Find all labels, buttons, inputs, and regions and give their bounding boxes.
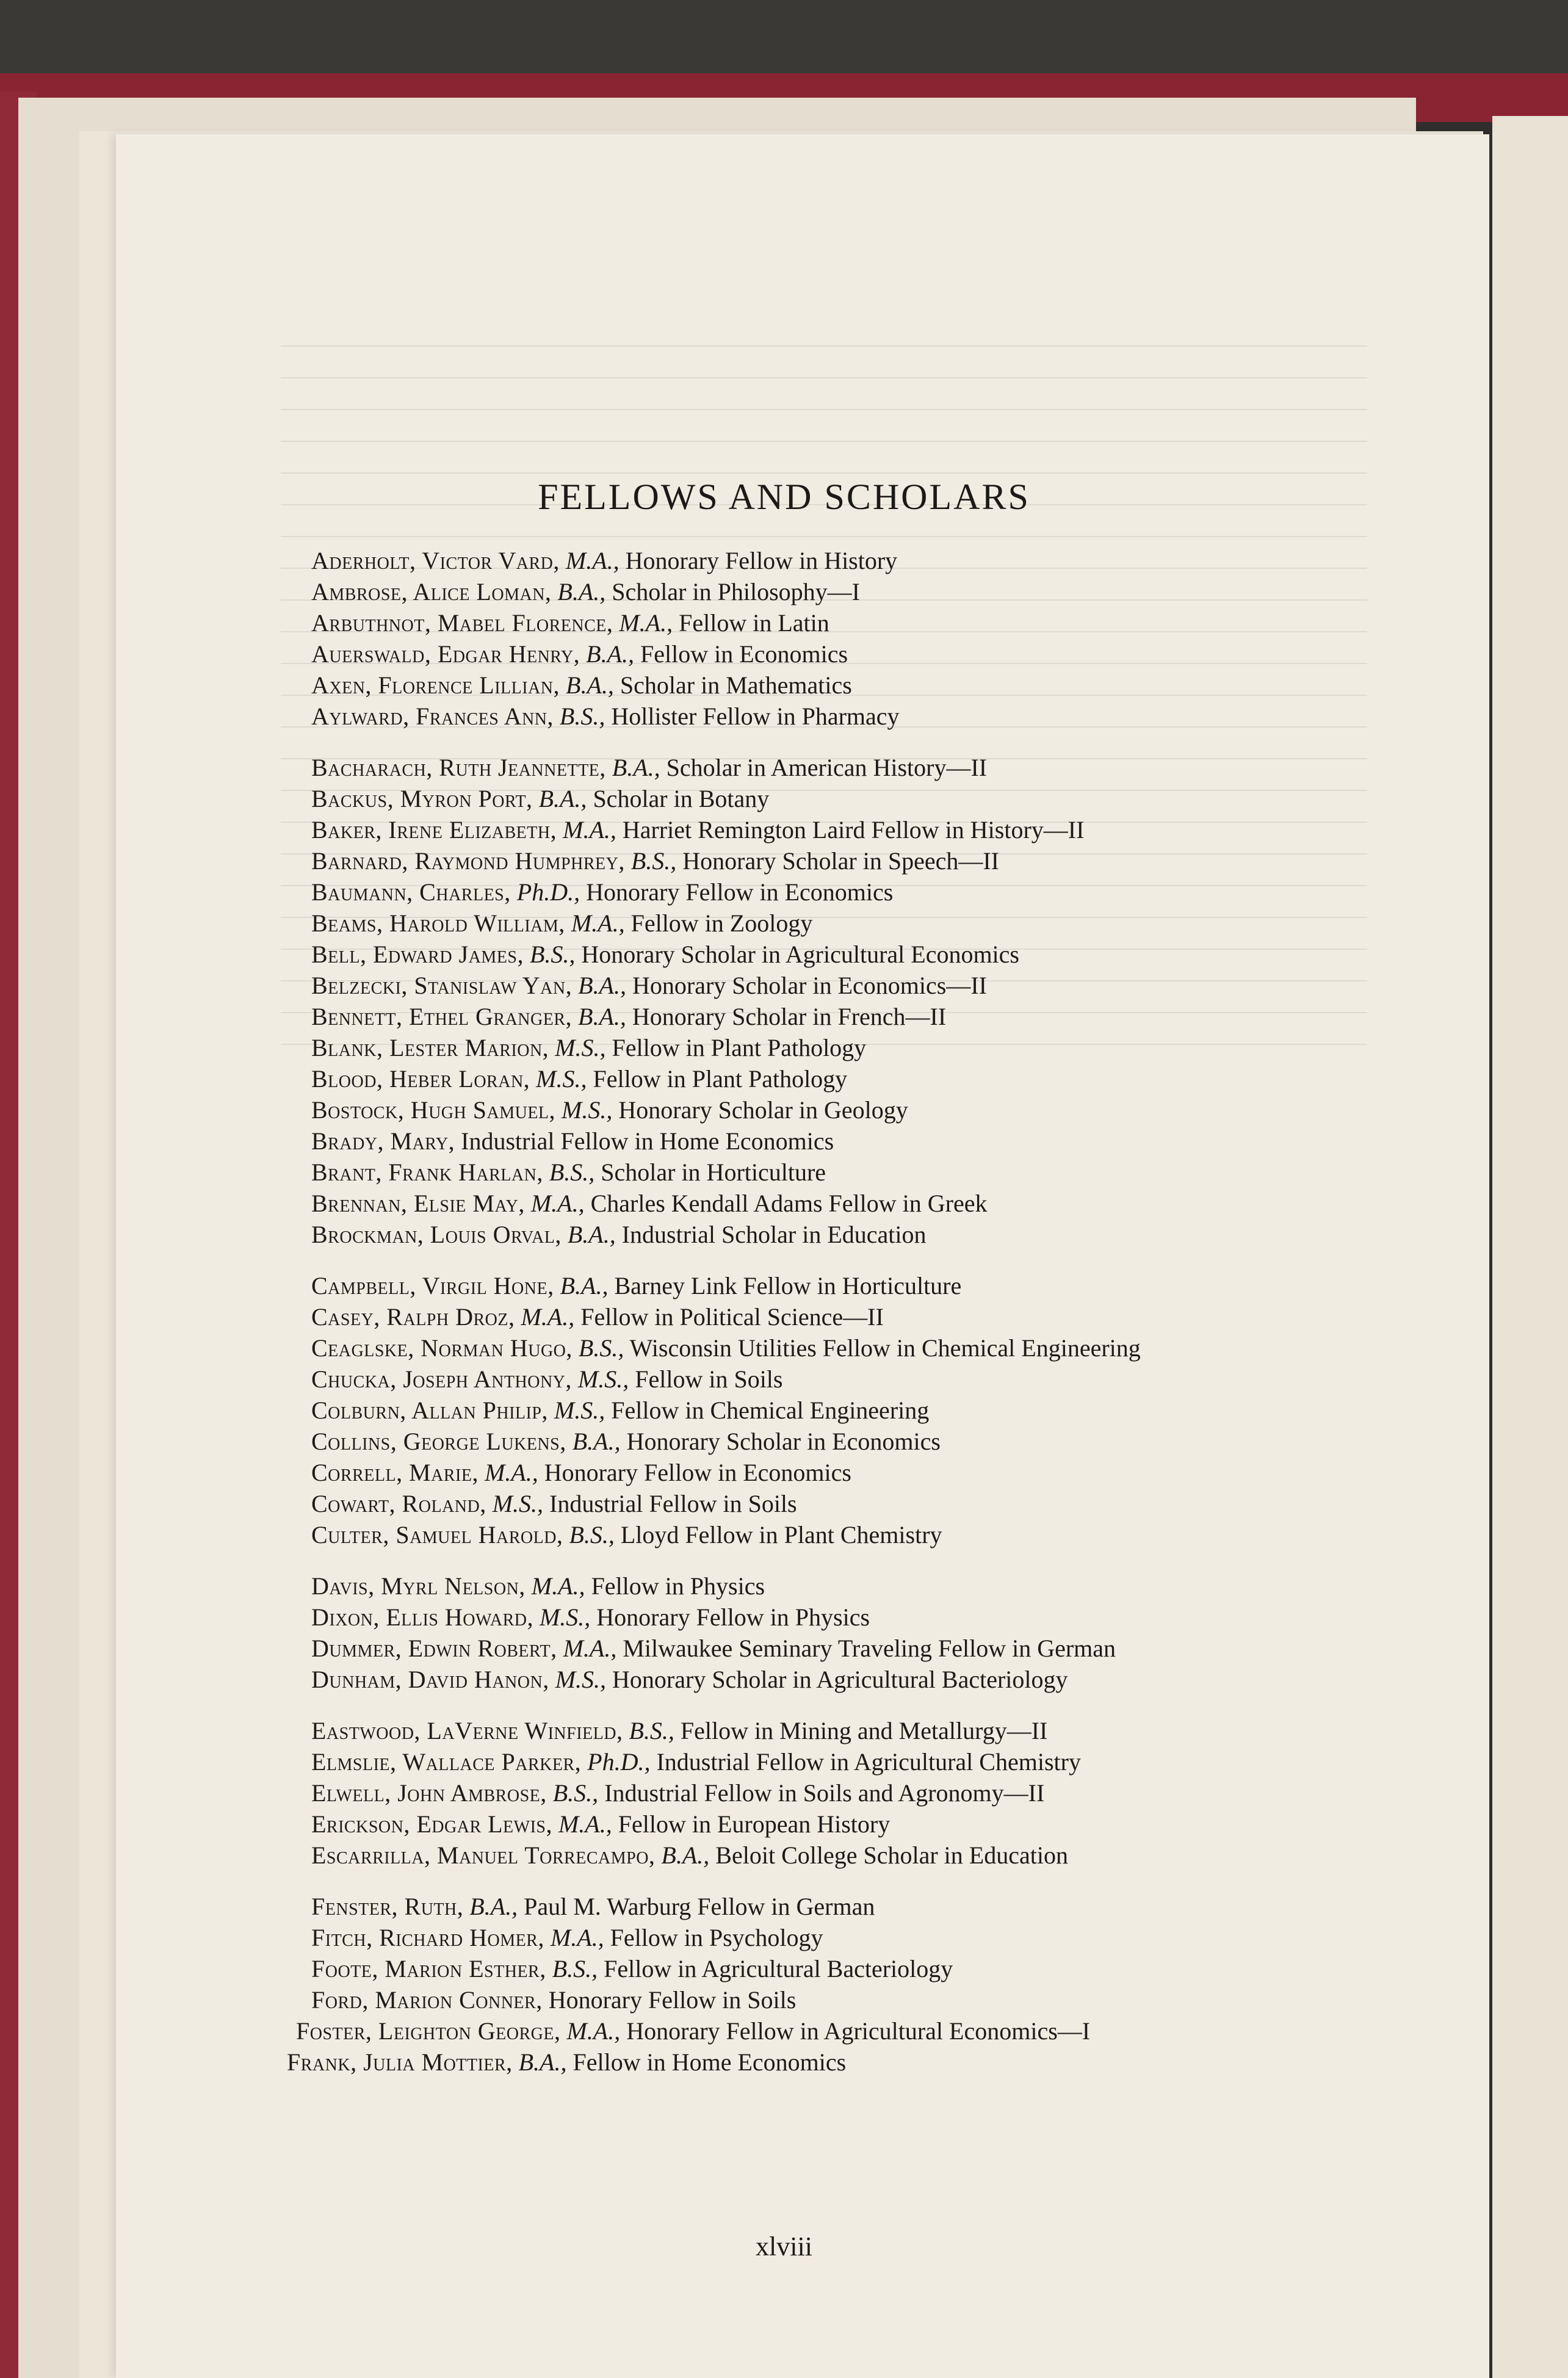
- list-item: [311, 1364, 1471, 1395]
- list-item: [311, 1922, 1471, 1953]
- entry-description: Scholar in American History—II: [666, 754, 988, 781]
- entry-name: Eastwood, LaVerne Winfield,: [311, 1717, 623, 1744]
- entry-description: Honorary Fellow in Agricultural Economics—I: [626, 2017, 1091, 2045]
- entry-degree: M.A.,: [563, 1635, 617, 1662]
- page-title: FELLOWS AND SCHOLARS: [538, 477, 1030, 517]
- facing-page-edge: [1492, 116, 1568, 2378]
- entry-degree: M.S.,: [555, 1034, 606, 1061]
- list-item: [311, 1188, 1471, 1219]
- entry-description: Hollister Fellow in Pharmacy: [611, 703, 900, 730]
- entry-description: Industrial Fellow in Soils and Agronomy—II: [604, 1779, 1045, 1807]
- entry-degree: M.A.,: [558, 1810, 612, 1838]
- entry-description: Honorary Scholar in Geology: [618, 1096, 908, 1124]
- entry-name: Cowart, Roland,: [311, 1490, 486, 1517]
- list-item: [311, 752, 1471, 783]
- entry-degree: B.A.,: [557, 578, 606, 605]
- entry-name: Escarrilla, Manuel Torrecampo,: [311, 1841, 656, 1869]
- list-item: [311, 876, 1471, 908]
- entry-degree: M.S.,: [577, 1365, 629, 1393]
- entry-description: Honorary Fellow in Economics: [586, 878, 894, 906]
- entry-degree: B.A.,: [566, 671, 614, 699]
- entry-name: Baker, Irene Elizabeth,: [311, 816, 557, 844]
- entry-description: Fellow in Physics: [591, 1572, 765, 1600]
- entry-degree: B.A.,: [612, 754, 660, 781]
- entry-name: Blood, Heber Loran,: [311, 1065, 530, 1093]
- entry-degree: M.S.,: [555, 1666, 607, 1693]
- list-item: [311, 1570, 1471, 1602]
- entry-description: Fellow in Plant Pathology: [612, 1034, 867, 1061]
- entry-name: Elwell, John Ambrose,: [311, 1779, 547, 1807]
- entry-name: Aderholt, Victor Vard,: [311, 547, 560, 574]
- entry-degree: M.S.,: [562, 1096, 613, 1124]
- list-item: [311, 1332, 1471, 1364]
- entry-description: Honorary Fellow in Economics: [544, 1459, 851, 1486]
- entry-description: Scholar in Horticulture: [601, 1158, 826, 1186]
- entry-description: Fellow in Latin: [679, 609, 829, 637]
- entry-degree: M.A.,: [530, 1190, 585, 1217]
- list-item: [311, 701, 1471, 732]
- entry-description: Honorary Scholar in Economics—II: [632, 972, 987, 999]
- entry-name: Casey, Ralph Droz,: [311, 1303, 515, 1331]
- entry-degree: B.S.,: [552, 1779, 599, 1807]
- list-item: [311, 1715, 1471, 1746]
- list-item: [311, 1840, 1471, 1871]
- entry-name: Brant, Frank Harlan,: [311, 1158, 543, 1186]
- list-item: [311, 670, 1471, 701]
- list-item: [287, 2047, 1471, 2078]
- entry-name: Fitch, Richard Homer,: [311, 1924, 544, 1951]
- entry-degree: B.S.,: [569, 1521, 615, 1549]
- entry-name: Bacharach, Ruth Jeannette,: [311, 754, 606, 781]
- list-item: [311, 1488, 1471, 1519]
- list-item: [311, 783, 1471, 814]
- list-item: [311, 1457, 1471, 1488]
- entry-description: Fellow in Economics: [640, 640, 848, 668]
- entry-description: Honorary Fellow in History: [625, 547, 898, 574]
- list-item: [311, 1126, 1471, 1157]
- entry-degree: M.S.,: [536, 1065, 587, 1093]
- entry-degree: B.S.,: [529, 941, 576, 968]
- entry-description: Scholar in Mathematics: [620, 671, 852, 699]
- list-item: [311, 1602, 1471, 1633]
- entry-degree: M.A.,: [550, 1924, 604, 1951]
- list-item: [311, 1809, 1471, 1840]
- list-item: [311, 939, 1471, 970]
- entry-name: Campbell, Virgil Hone,: [311, 1272, 554, 1299]
- entry-name: Colburn, Allan Philip,: [311, 1397, 548, 1424]
- entry-name: Barnard, Raymond Humphrey,: [311, 847, 625, 875]
- entry-name: Foote, Marion Esther,: [311, 1955, 546, 1982]
- entry-degree: M.A.,: [571, 909, 625, 937]
- entry-name: Arbuthnot, Mabel Florence,: [311, 609, 613, 637]
- entry-description: Scholar in Philosophy—I: [612, 578, 860, 605]
- entry-name: Ford, Marion Conner,: [311, 1986, 543, 2014]
- entry-degree: B.S.,: [559, 703, 605, 730]
- list-item: [311, 1519, 1471, 1550]
- entry-degree: M.A.,: [565, 547, 620, 574]
- entry-description: Honorary Scholar in French—II: [632, 1003, 947, 1030]
- entry-name: Baumann, Charles,: [311, 878, 511, 906]
- entry-degree: M.S.,: [554, 1397, 605, 1424]
- entry-degree: M.S.,: [539, 1603, 591, 1631]
- entry-description: Honorary Scholar in Agricultural Bacteriology: [612, 1666, 1068, 1693]
- entry-degree: B.S.,: [630, 847, 677, 875]
- entry-description: Honorary Fellow in Physics: [596, 1603, 870, 1631]
- list-item: [311, 1001, 1471, 1032]
- list-item: [311, 1777, 1471, 1809]
- entry-description: Scholar in Botany: [593, 785, 770, 812]
- entry-name: Frank, Julia Mottier,: [287, 2048, 513, 2076]
- entry-description: Barney Link Fellow in Horticulture: [614, 1272, 962, 1299]
- entry-name: Dixon, Ellis Howard,: [311, 1603, 533, 1631]
- entry-description: Industrial Fellow in Home Economics: [461, 1127, 834, 1155]
- entry-description: Milwaukee Seminary Traveling Fellow in German: [623, 1635, 1116, 1662]
- entry-name: Dummer, Edwin Robert,: [311, 1635, 557, 1662]
- entry-degree: B.A.,: [578, 1003, 626, 1030]
- entry-description: Fellow in Psychology: [610, 1924, 823, 1951]
- entry-name: Chucka, Joseph Anthony,: [311, 1365, 572, 1393]
- entry-degree: B.A.,: [469, 1893, 518, 1920]
- list-item: [311, 576, 1471, 607]
- entry-description: Wisconsin Utilities Fellow in Chemical Engineering: [629, 1334, 1141, 1362]
- entry-description: Fellow in European History: [618, 1810, 891, 1838]
- entry-degree: B.S.,: [578, 1334, 624, 1362]
- entry-name: Ambrose, Alice Loman,: [311, 578, 552, 605]
- entry-degree: B.A.,: [661, 1841, 710, 1869]
- list-item: [311, 970, 1471, 1001]
- list-item: [311, 1219, 1471, 1250]
- entry-name: Culter, Samuel Harold,: [311, 1521, 563, 1549]
- entry-description: Industrial Scholar in Education: [621, 1221, 927, 1248]
- entry-degree: B.A.,: [578, 972, 626, 999]
- entry-name: Backus, Myron Port,: [311, 785, 533, 812]
- list-item: [311, 545, 1471, 576]
- entry-description: Fellow in Zoology: [630, 909, 813, 937]
- entry-degree: B.S.,: [552, 1955, 598, 1982]
- entry-degree: M.A.,: [566, 2017, 621, 2045]
- entry-name: Auerswald, Edgar Henry,: [311, 640, 580, 668]
- entry-degree: M.A.,: [619, 609, 673, 637]
- entry-degree: Ph.D.,: [516, 878, 580, 906]
- entry-name: Aylward, Frances Ann,: [311, 703, 554, 730]
- entry-degree: B.A.,: [586, 640, 635, 668]
- entry-name: Fenster, Ruth,: [311, 1893, 464, 1920]
- entry-name: Brennan, Elsie May,: [311, 1190, 525, 1217]
- entry-description: Industrial Fellow in Agricultural Chemistry: [656, 1748, 1081, 1776]
- list-item: [311, 908, 1471, 939]
- entry-description: Honorary Scholar in Agricultural Economics: [581, 941, 1019, 968]
- entry-degree: B.S.,: [629, 1717, 674, 1744]
- entry-name: Elmslie, Wallace Parker,: [311, 1748, 582, 1776]
- entry-name: Bell, Edward James,: [311, 941, 524, 968]
- entry-degree: B.S.,: [549, 1158, 595, 1186]
- list-item: [311, 1094, 1471, 1126]
- entry-degree: B.A.,: [518, 2048, 567, 2076]
- entry-name: Erickson, Edgar Lewis,: [311, 1810, 552, 1838]
- entry-degree: B.A.,: [572, 1428, 621, 1455]
- list-item: [311, 814, 1471, 845]
- list-item: [311, 1891, 1471, 1922]
- entry-description: Beloit College Scholar in Education: [715, 1841, 1068, 1869]
- entry-name: Foster, Leighton George,: [296, 2017, 561, 2045]
- entry-description: Fellow in Plant Pathology: [593, 1065, 848, 1093]
- entry-name: Beams, Harold William,: [311, 909, 565, 937]
- list-item: [311, 1032, 1471, 1063]
- entry-list: [287, 545, 1471, 2078]
- entry-description: Lloyd Fellow in Plant Chemistry: [620, 1521, 942, 1549]
- entry-description: Charles Kendall Adams Fellow in Greek: [590, 1190, 988, 1217]
- list-item: [311, 1984, 1471, 2015]
- list-item: [311, 1157, 1471, 1188]
- entry-description: Fellow in Home Economics: [573, 2048, 847, 2076]
- entry-degree: Ph.D.,: [587, 1748, 651, 1776]
- entry-description: Honorary Scholar in Economics: [626, 1428, 941, 1455]
- list-item: [311, 1270, 1471, 1301]
- entry-description: Honorary Fellow in Soils: [548, 1986, 797, 2014]
- entry-description: Industrial Fellow in Soils: [549, 1490, 797, 1517]
- entry-degree: B.A.,: [567, 1221, 616, 1248]
- list-item: [311, 1953, 1471, 1984]
- entry-degree: M.A.,: [484, 1459, 538, 1486]
- entry-description: Fellow in Chemical Engineering: [611, 1397, 930, 1424]
- entry-description: Paul M. Warburg Fellow in German: [524, 1893, 875, 1920]
- entry-description: Fellow in Agricultural Bacteriology: [604, 1955, 953, 1982]
- list-item: [311, 1301, 1471, 1332]
- entry-name: Ceaglske, Norman Hugo,: [311, 1334, 573, 1362]
- entry-description: Fellow in Soils: [635, 1365, 783, 1393]
- entry-degree: B.A.,: [538, 785, 587, 812]
- entry-name: Davis, Myrl Nelson,: [311, 1572, 526, 1600]
- list-item: [311, 1746, 1471, 1777]
- entry-name: Collins, George Lukens,: [311, 1428, 566, 1455]
- list-item: [311, 1664, 1471, 1695]
- page-number: xlviii: [756, 2232, 812, 2261]
- entry-description: Fellow in Mining and Metallurgy—II: [680, 1717, 1048, 1744]
- entry-degree: M.A.,: [521, 1303, 575, 1331]
- entry-name: Axen, Florence Lillian,: [311, 671, 560, 699]
- entry-name: Brady, Mary,: [311, 1127, 455, 1155]
- entry-name: Correll, Marie,: [311, 1459, 479, 1486]
- list-item: [296, 2015, 1471, 2047]
- entry-name: Dunham, David Hanon,: [311, 1666, 549, 1693]
- entry-degree: M.A.,: [563, 816, 616, 844]
- entry-degree: B.A.,: [560, 1272, 609, 1299]
- list-item: [311, 607, 1471, 638]
- list-item: [311, 1426, 1471, 1457]
- entry-name: Blank, Lester Marion,: [311, 1034, 549, 1061]
- entry-degree: M.A.,: [531, 1572, 585, 1600]
- list-item: [311, 1063, 1471, 1094]
- list-item: [311, 638, 1471, 670]
- entry-description: Fellow in Political Science—II: [580, 1303, 884, 1331]
- list-item: [311, 1633, 1471, 1664]
- list-item: [311, 1395, 1471, 1426]
- entry-degree: M.S.,: [492, 1490, 544, 1517]
- entry-description: Honorary Scholar in Speech—II: [682, 847, 999, 875]
- entry-name: Bennett, Ethel Granger,: [311, 1003, 573, 1030]
- entry-name: Brockman, Louis Orval,: [311, 1221, 562, 1248]
- entry-name: Bostock, Hugh Samuel,: [311, 1096, 556, 1124]
- entry-name: Belzecki, Stanislaw Yan,: [311, 972, 573, 999]
- entry-description: Harriet Remington Laird Fellow in History—II: [622, 816, 1085, 844]
- list-item: [311, 845, 1471, 876]
